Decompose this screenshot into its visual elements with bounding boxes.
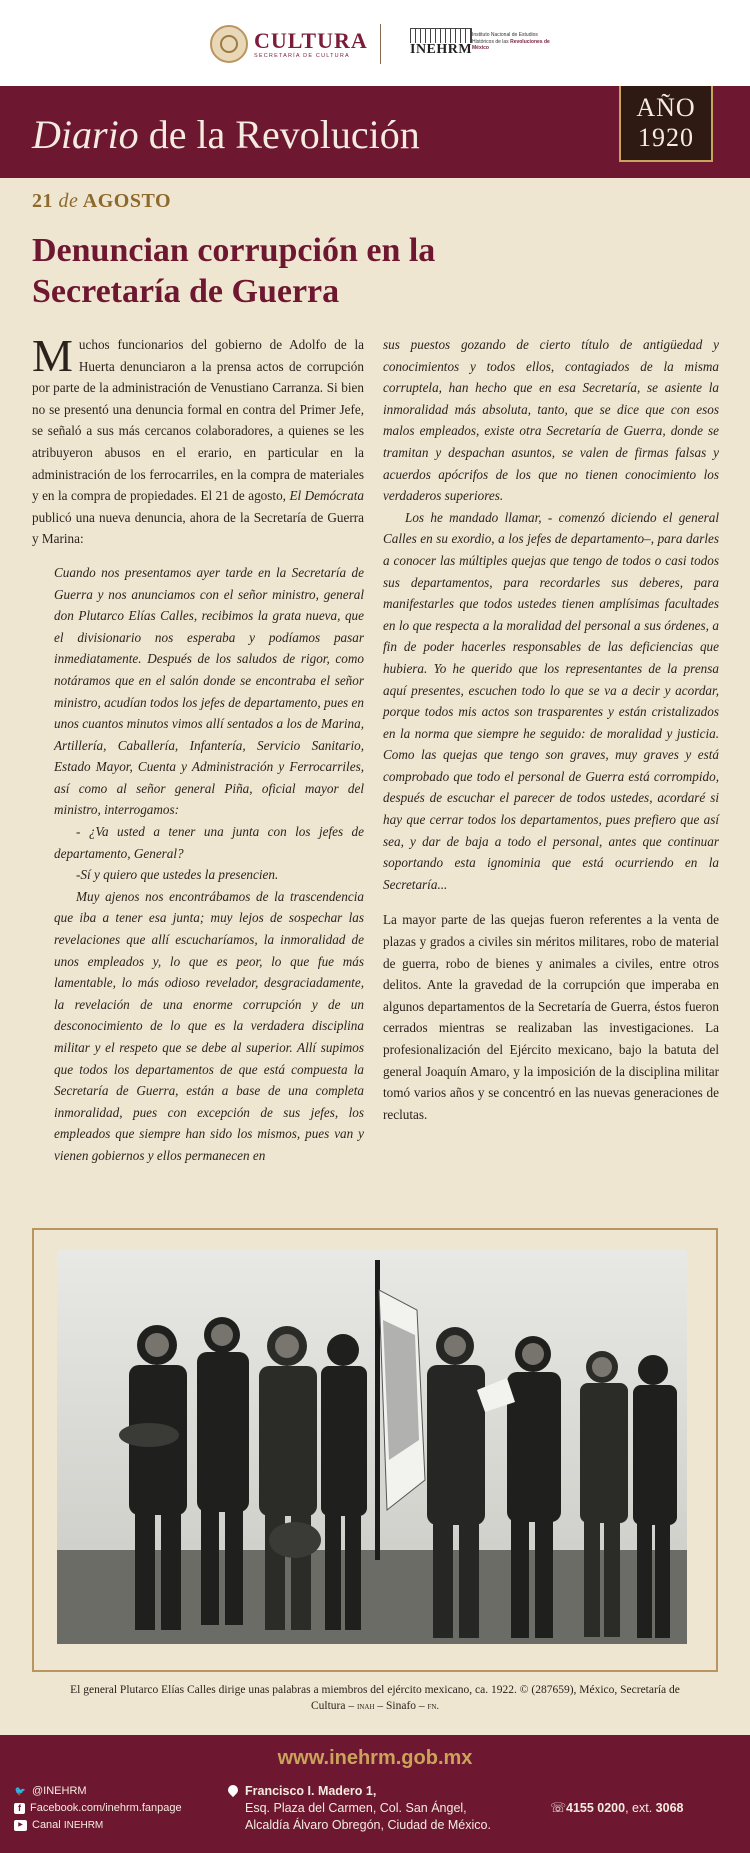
intro-text-end: publicó una nueva denuncia, ahora de la Secretaría de Guerra y Marina: <box>32 509 364 547</box>
cultura-logo-subtext: SECRETARÍA DE CULTURA <box>254 53 350 59</box>
quote-paragraph-3: -Sí y quiero que ustedes la presencien. <box>76 867 279 883</box>
address <box>245 1783 491 1834</box>
youtube-icon: ▶ <box>14 1820 27 1831</box>
building-icon <box>410 28 472 43</box>
article-column-left <box>32 330 364 1167</box>
address-line-3: Alcaldía Álvaro Obregón, Ciudad de México. <box>245 1818 491 1832</box>
cultura-logo <box>210 24 368 64</box>
facebook-icon: f <box>14 1803 25 1814</box>
phone <box>550 1800 684 1815</box>
date-day: 21 <box>32 190 53 212</box>
publication-title-italic: Diario <box>32 112 139 157</box>
year-value: 1920 <box>638 123 694 152</box>
cultura-logo-text: CULTURA <box>254 28 368 53</box>
historical-photo <box>57 1250 687 1644</box>
twitter-link[interactable] <box>14 1783 182 1800</box>
intro-paragraph <box>32 330 364 550</box>
quote-paragraph-2: - ¿Va usted a tener una junta con los jefes de departamento, General? <box>54 824 364 861</box>
social-links <box>14 1783 182 1834</box>
seal-icon <box>210 25 248 63</box>
phone-ext: 3068 <box>655 1801 684 1815</box>
inehrm-logo-text: INEHRM <box>410 42 473 57</box>
logo-divider <box>380 24 381 64</box>
dropcap: M <box>32 330 73 381</box>
year-label: AÑO <box>636 93 696 122</box>
soldiers-photo-illustration <box>57 1250 687 1644</box>
address-line-2: Esq. Plaza del Carmen, Col. San Ángel, <box>245 1801 467 1815</box>
youtube-link[interactable] <box>14 1817 182 1834</box>
youtube-label: Canal <box>32 1819 61 1831</box>
inehrm-description <box>472 32 550 52</box>
quote-paragraph-4: Muy ajenos nos encontrábamos de la trascendencia que iba a tener esa junta; muy lejos de sospechar las revelaciones que allí escucharíamos, la inmoralidad de unos empleados y, lo que es peor, lo que fue más lamentable, lo más odioso revelador, desgraciadamente, la revelación de una enorme corrupción y de un desconocimiento de lo que es la verdadera disciplina militar y el respeto que se debe al superior. Allí supimos que todos los departamentos de que está compuesta la Secretaría de Guerra, están a base de una completa inmoralidad, pues con excepción de sus jefes, los empleados que siempre han sido los mismos, pues van y vienen gobiernos y ellos permanecen en <box>54 888 364 1163</box>
quote-paragraph-6: Los he mandado llamar, - comenzó diciendo el general Calles en su exordio, a los jefes de departamento–, para darles a conocer las múltiples quejas que tengo de todos o casi todos sus departamentos, para recordarles sus deberes, para manifestarles que todos ustedes tienen amplísimas facultades en lo que respecta a la moralidad del personal a sus órdenes, a fin de poder hacerles responsables de las deficiencias que hubiera. Yo he querido que los representantes de la prensa aquí presentes, escuchen todo lo que se va a decir y acordar, porque todos mis actos son trasparentes y están cristalizados en la norma que siempre he seguido: de moralidad y justicia. Como las quejas que tengo son graves, muy graves y está comprobado que todo el personal de Guerra está corrompido, después de escuchar el parecer de todos ustedes, acordaré si hay que cerrar todos los departamentos, pues prefiero que así sea, y dar de baja a todo el personal, antes que continuar soportando esta ignominia que está ocurriendo en la Secretaría... <box>383 509 719 892</box>
year-badge <box>619 86 713 162</box>
phone-icon: ☏ <box>550 1800 567 1815</box>
caption-text: El general Plutarco Elías Calles dirige unas palabras a miembros del ejército mexicano, ca. 1922. © (287659), México, Secretaría de Cultura – <box>70 1684 680 1712</box>
header-band <box>0 86 750 178</box>
publication-title-rest: de la Revolución <box>148 112 420 157</box>
photo-caption <box>60 1682 690 1715</box>
publication-title <box>32 112 420 158</box>
article-date <box>32 190 171 213</box>
quote-paragraph-1: Cuando nos presentamos ayer tarde en la Secretaría de Guerra y nos anunciamos con el señor ministro, general don Plutarco Elías Calles, recibimos la grata nueva, que el divisionario nos esperaba y podíamos pasar inmediatamente. Después de los saludos de rigor, como notáramos que en el salón donde se encontraba el señor ministro, acudían todos los jefes de departamento, pues en unos cuantos minutos vimos allí sentados a los de Marina, Artillería, Caballería, Infantería, Servicio Sanitario, Estado Mayor, Cuenta y Administración y Ferrocarriles, así como al señor general Piña, oficial mayor del ministro, interrogamos: <box>54 564 364 818</box>
phone-ext-label: , ext. <box>625 1801 653 1815</box>
quote-paragraph-5: sus puestos gozando de cierto título de antigüedad y conocimientos y todos ellos, contagiados de la misma corruptela, han hecho que en esa Secretaría, se asiente la inmoralidad más absoluta, tanto, que se dice que con esos malos empleados, existe otra Secretaría de Guerra, donde se tramitan y despachan asuntos, se valen de firmas falsas y acuerdos apócrifos de los que no tienen conocimiento los verdaderos superiores. <box>383 337 719 504</box>
twitter-icon: 🐦 <box>14 1786 27 1796</box>
website-link[interactable]: www.inehrm.gob.mx <box>277 1747 473 1769</box>
facebook-url: Facebook.com/inehrm.fanpage <box>30 1802 182 1814</box>
inehrm-desc-text: Instituto Nacional de Estudios Históricos de las <box>472 32 538 45</box>
footer <box>0 1735 750 1853</box>
date-month: AGOSTO <box>82 190 172 212</box>
logos-bar <box>0 0 750 86</box>
article-column-right <box>383 334 719 1125</box>
inehrm-desc-bold: Revoluciones de México <box>472 38 550 51</box>
facebook-link[interactable] <box>14 1800 182 1817</box>
caption-sinafo: – Sinafo – <box>377 1700 425 1712</box>
phone-number: 4155 0200 <box>566 1801 626 1815</box>
date-de: de <box>58 190 79 212</box>
location-pin-icon <box>226 1783 240 1797</box>
caption-inah: inah <box>357 1701 375 1712</box>
twitter-handle: @INEHRM <box>32 1785 87 1797</box>
intro-text: uchos funcionarios del gobierno de Adolfo de la Huerta denunciaron a la prensa actos de corrupción por parte de la administración de Venustiano Carranza. Si bien no se presentó una denuncia formal en contra del Primer Jefe, se señaló a sus más cercanos colaboradores, a quienes se les atribuyeron abusos en el erario, en particular en la administración de los ferrocarriles, en la compra de materiales y en la compra de propiedades. El 21 de agosto, <box>32 337 364 504</box>
inehrm-logo <box>410 28 550 62</box>
youtube-channel: INEHRM <box>63 1820 104 1831</box>
newspaper-name: El Demócrata <box>289 488 364 504</box>
closing-paragraph: La mayor parte de las quejas fueron referentes a la venta de plazas y grados a civiles sin méritos militares, robo de material de guerra, robo de bienes y animales a civiles, entre otros delitos. Ante la gravedad de la corrupción que imperaba en algunos departamentos de la Secretaría de Guerra, éstos fueron cerrados mientras se realizaban las investigaciones. La profesionalización del Ejército mexicano, bajo la batuta del general Joaquín Amaro, y la imposición de la disciplina militar tomó varios años y se concentró en las nuevas generaciones de reclutas. <box>383 912 719 1122</box>
address-line-1: Francisco I. Madero 1, <box>245 1784 377 1798</box>
article-headline: Denuncian corrupción en la Secretaría de Guerra <box>32 232 436 310</box>
caption-fn: fn. <box>427 1701 439 1712</box>
